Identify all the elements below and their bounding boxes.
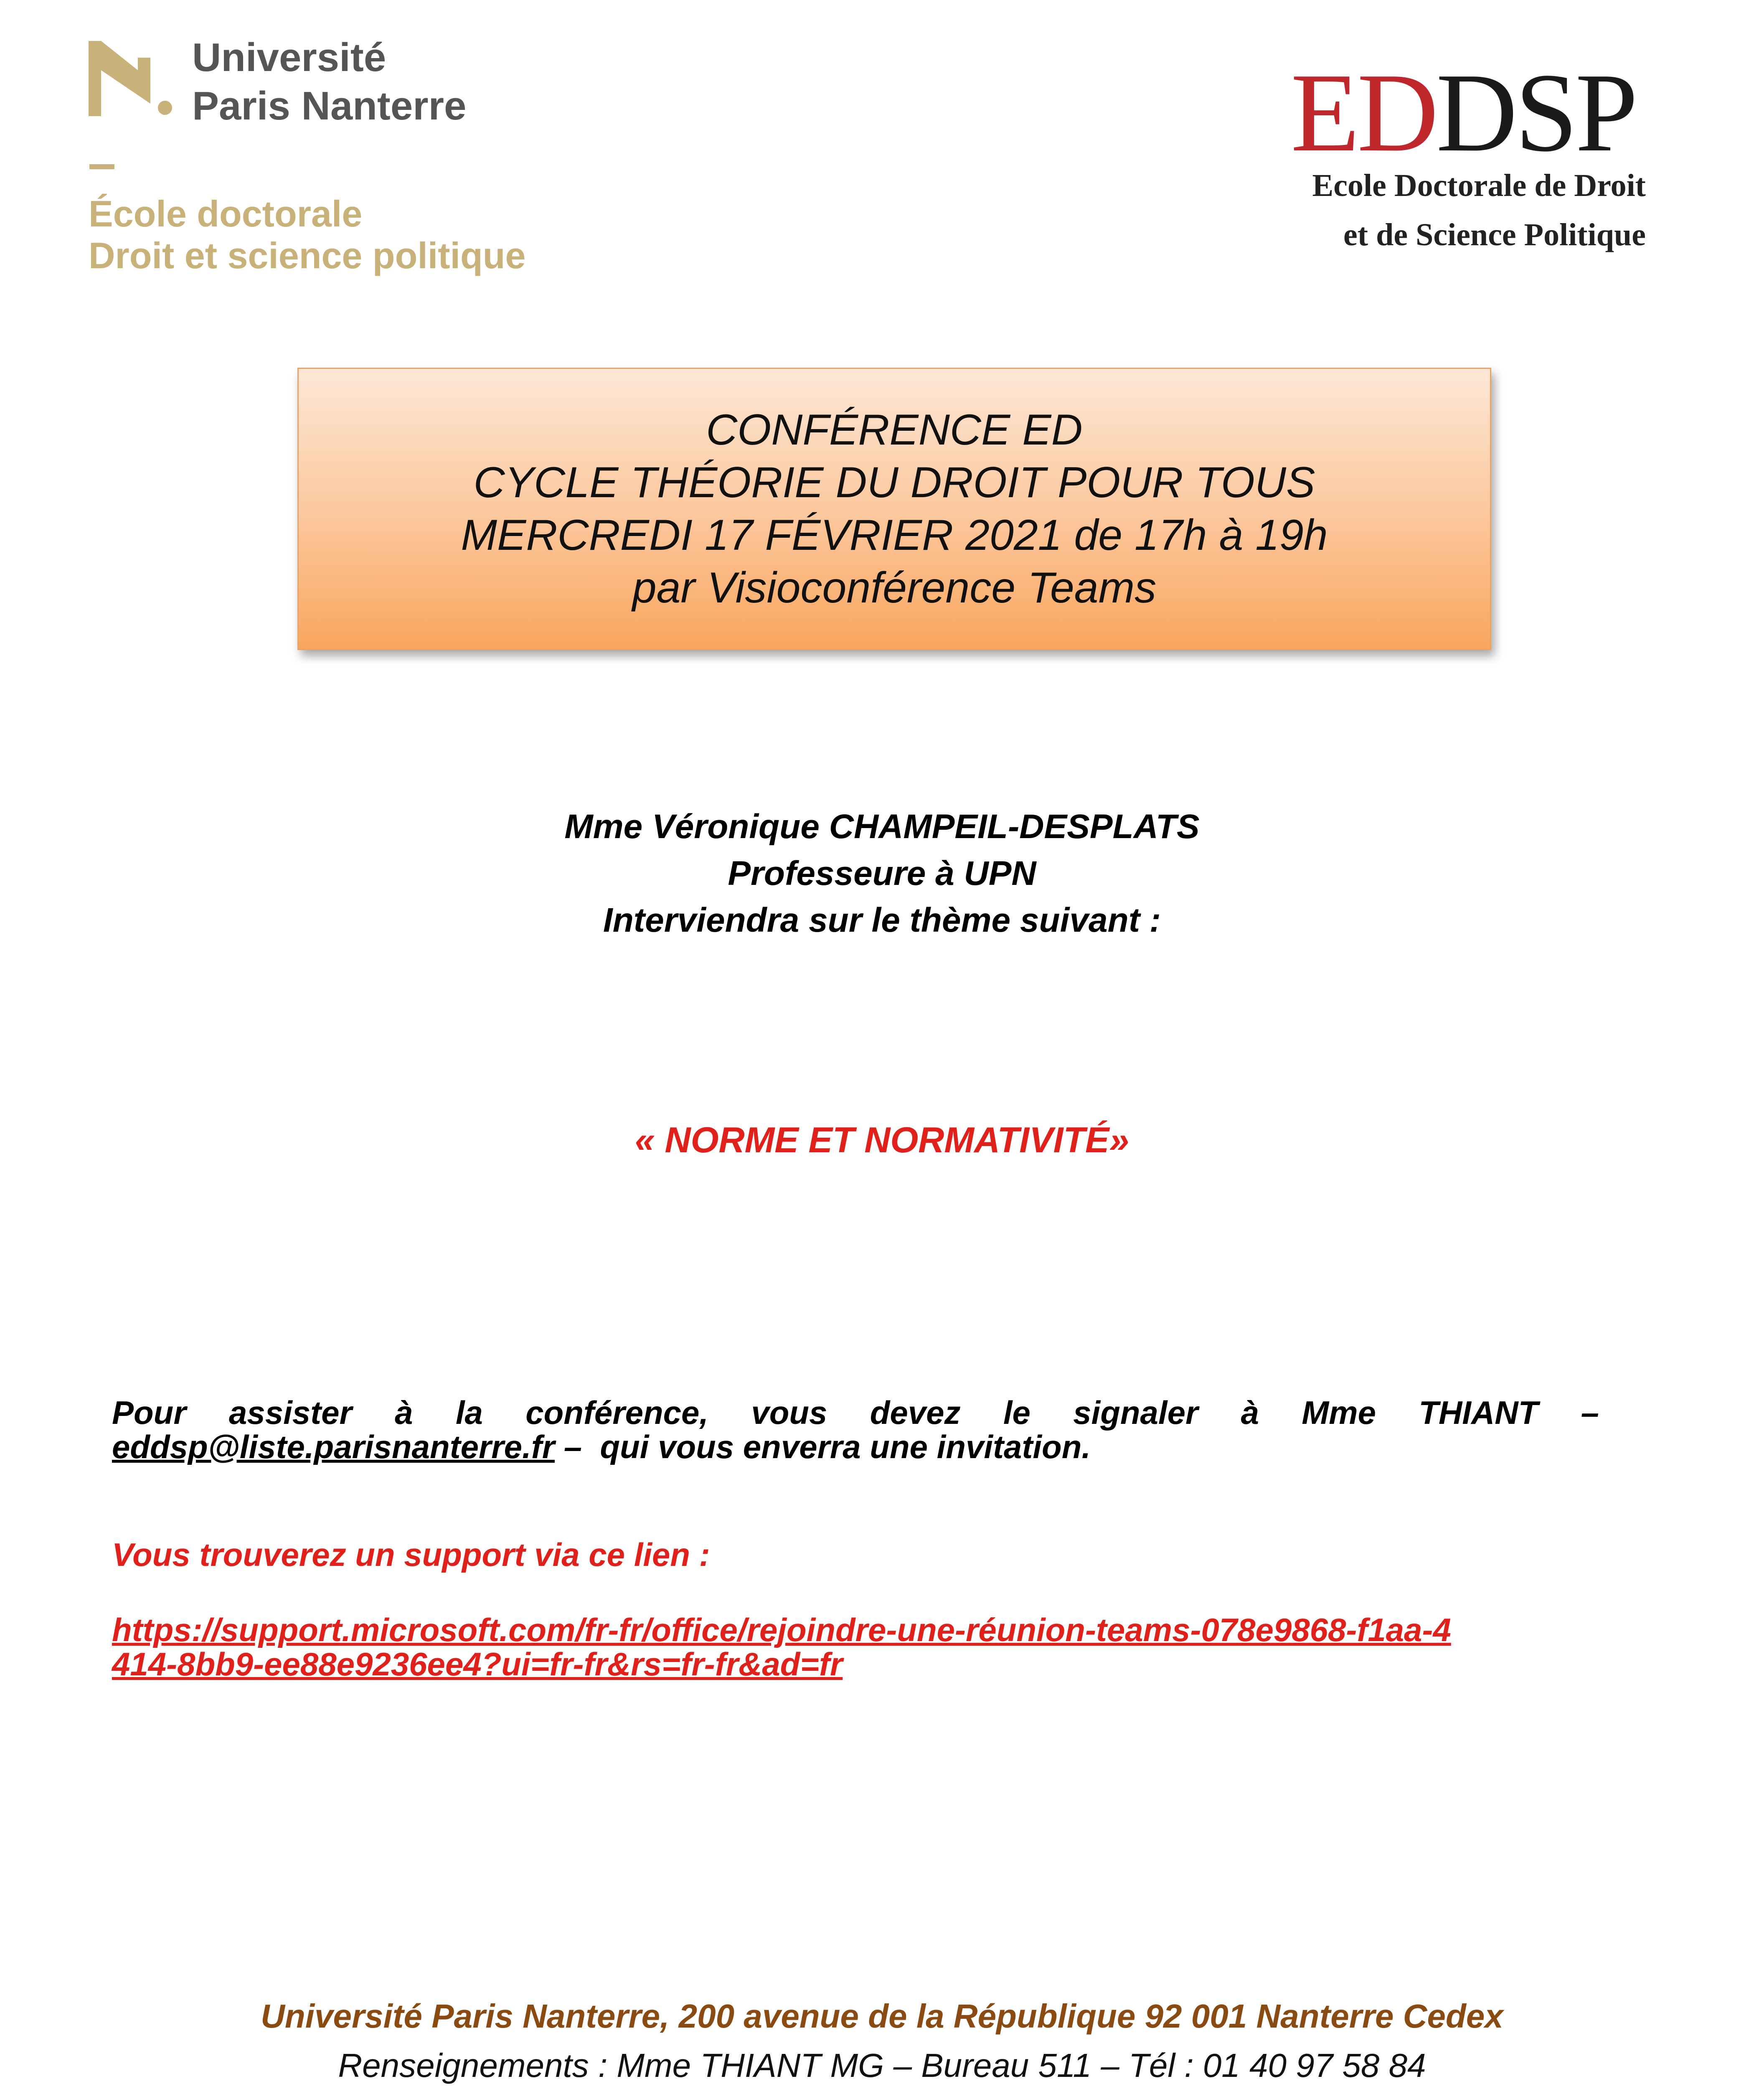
support-label: Vous trouverez un support via ce lien : <box>112 1536 710 1573</box>
support-link[interactable] <box>112 1613 1599 1681</box>
conference-theme: « NORME ET NORMATIVITÉ» <box>635 1120 1129 1160</box>
eddsp-logo-subtitle <box>1270 161 1646 259</box>
upn-logo-dash <box>89 164 114 169</box>
registration-word: le <box>1003 1394 1030 1431</box>
upn-logo-name <box>192 33 466 130</box>
title-line-1: CONFÉRENCE ED <box>706 406 1083 454</box>
registration-word: Pour <box>112 1394 186 1431</box>
support-link-line2[interactable]: 414-8bb9-ee88e9236ee4?ui=fr-fr&rs=fr-fr&ad=fr <box>112 1646 843 1682</box>
registration-word: signaler <box>1073 1394 1198 1431</box>
speaker-role: Professeure à UPN <box>728 854 1036 892</box>
eddsp-letter-d2: D <box>1436 50 1515 175</box>
upn-logo-line2: Paris Nanterre <box>192 84 467 128</box>
upn-ed-line2: Droit et science politique <box>89 235 526 276</box>
registration-word: la <box>455 1394 483 1431</box>
eddsp-subtitle-line1: Ecole Doctorale de Droit <box>1312 168 1646 203</box>
upn-logo-mark <box>89 41 172 116</box>
registration-word: à <box>395 1394 413 1431</box>
eddsp-letter-e: E <box>1291 50 1357 175</box>
registration-line-2 <box>112 1430 1599 1464</box>
eddsp-letter-p: P <box>1575 50 1636 175</box>
registration-word: Mme <box>1302 1394 1376 1431</box>
eddsp-letter-d1: D <box>1357 50 1436 175</box>
upn-ed-line1: École doctorale <box>89 193 363 234</box>
title-line-3: MERCREDI 17 FÉVRIER 2021 de 17h à 19h <box>461 511 1328 559</box>
footer-address: Université Paris Nanterre, 200 avenue de la République 92 001 Nanterre Cedex <box>261 1998 1503 2035</box>
registration-word: – <box>1581 1394 1599 1431</box>
registration-paragraph <box>112 1395 1599 1464</box>
registration-word: devez <box>870 1394 961 1431</box>
registration-rest: – qui vous enverra une invitation. <box>555 1428 1091 1465</box>
title-line-2: CYCLE THÉORIE DU DROIT POUR TOUS <box>473 458 1315 507</box>
registration-word: conférence, <box>525 1394 709 1431</box>
title-line-4: par Visioconférence Teams <box>632 564 1157 612</box>
footer-contact: Renseignements : Mme THIANT MG – Bureau 511 – Tél : 01 40 97 58 84 <box>338 2047 1426 2084</box>
speaker-intro: Interviendra sur le thème suivant : <box>603 901 1161 939</box>
registration-email-link[interactable]: eddsp@liste.parisnanterre.fr <box>112 1428 555 1465</box>
registration-word: vous <box>751 1394 827 1431</box>
upn-logo-line1: Université <box>192 35 386 80</box>
eddsp-logo-wordmark <box>1291 50 1636 175</box>
eddsp-subtitle-line2: et de Science Politique <box>1343 217 1646 252</box>
conference-title-box <box>297 368 1491 650</box>
registration-word: THIANT <box>1419 1394 1538 1431</box>
registration-word: assister <box>228 1394 352 1431</box>
registration-word: à <box>1241 1394 1259 1431</box>
speaker-name: Mme Véronique CHAMPEIL-DESPLATS <box>564 808 1200 846</box>
support-link-line1[interactable]: https://support.microsoft.com/fr-fr/office/rejoindre-une-réunion-teams-078e9868-f1aa-4 <box>112 1611 1451 1648</box>
eddsp-letter-s: S <box>1515 50 1576 175</box>
upn-doctoral-school <box>89 193 525 277</box>
registration-line-1 <box>112 1395 1599 1430</box>
